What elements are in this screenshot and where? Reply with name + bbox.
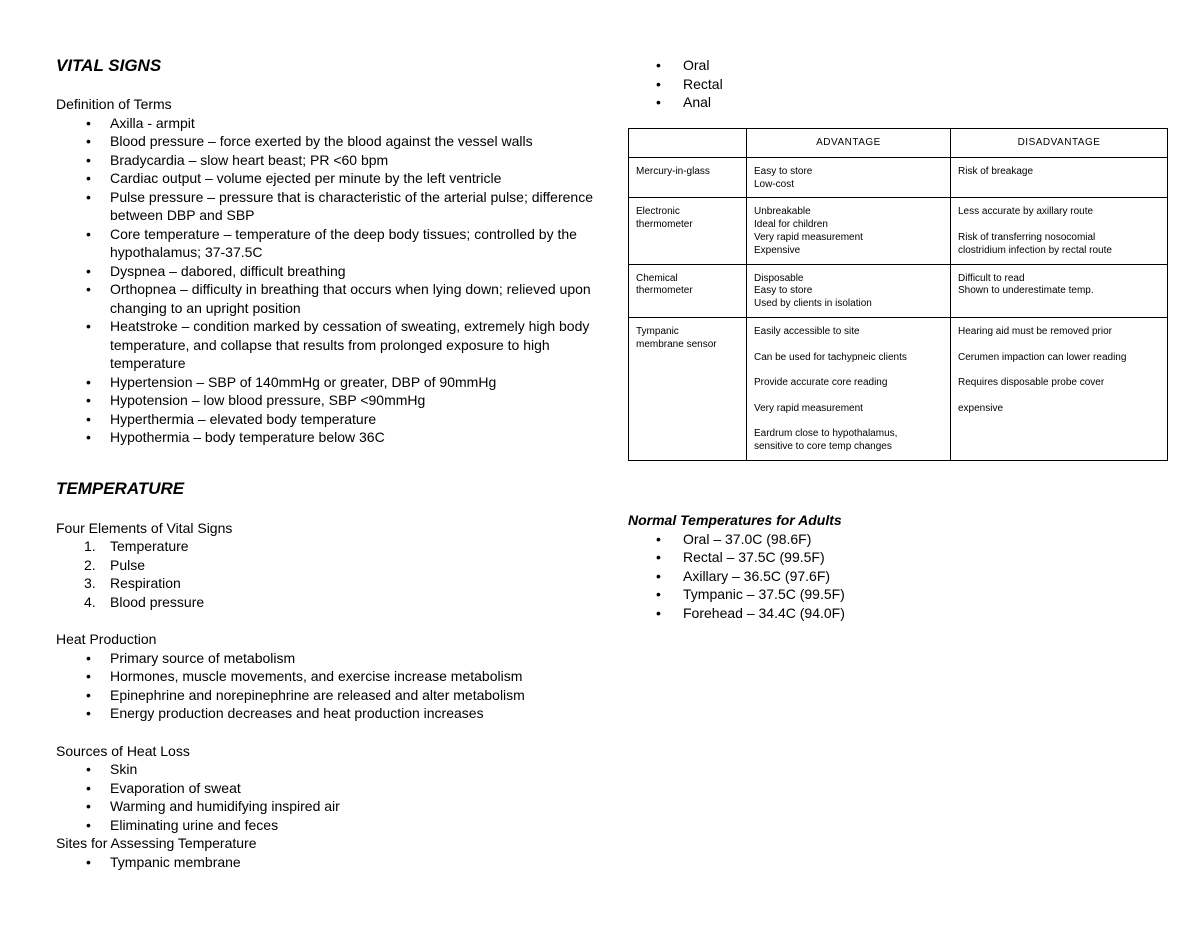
table-cell-type [629, 317, 747, 460]
cell-line: Provide accurate core reading [754, 377, 888, 389]
list-text: Pulse [110, 556, 146, 573]
normal-temperatures-title: Normal Temperatures for Adults [628, 512, 842, 528]
list-text: Blood pressure [110, 593, 205, 610]
cell-line: Easy to store [754, 285, 813, 297]
list-item: • Blood pressure – force exerted by the blood against the vessel walls [56, 132, 596, 151]
table-header-blank [629, 129, 747, 158]
cell-line: Risk of breakage [958, 165, 1034, 177]
thermometer-comparison-table [628, 128, 1168, 461]
cell-line: expensive [958, 402, 1004, 414]
sites-list-continued [628, 56, 1168, 112]
list-item: • Rectal – 37.5C (99.5F) [628, 548, 1168, 567]
cell-line: clostridium infection by rectal route [958, 244, 1112, 256]
cell-gap [754, 390, 944, 403]
table-header-disadvantage: DISADVANTAGE [951, 129, 1168, 158]
list-text: Respiration [110, 575, 181, 591]
cell-gap [754, 416, 944, 429]
list-item [56, 556, 596, 575]
list-item: • Hypothermia – body temperature below 36C [56, 428, 596, 447]
list-item: • Tympanic – 37.5C (99.5F) [628, 585, 1168, 604]
cell-gap [958, 219, 1161, 232]
cell-line: Tympanic [636, 325, 679, 337]
temperature-title: TEMPERATURE [56, 478, 185, 498]
cell-gap [958, 339, 1161, 352]
sites-label: Sites for Assessing Temperature [56, 835, 257, 851]
list-item: • Energy production decreases and heat production increases [56, 704, 596, 723]
cell-line: Less accurate by axillary route [958, 206, 1094, 218]
right-column [628, 56, 1168, 112]
list-item: • Axillary – 36.5C (97.6F) [628, 567, 1168, 586]
list-item: • Tympanic membrane [56, 853, 596, 872]
list-number: 3. [84, 575, 96, 591]
list-item: • Heatstroke – condition marked by cessation of sweating, extremely high body temperature, and collapse that results from prolonged exposure to high temperature [56, 317, 596, 373]
heat-loss-list [56, 760, 596, 834]
list-item: • Warming and humidifying inspired air [56, 797, 596, 816]
cell-line: Very rapid measurement [754, 402, 863, 414]
list-item: • Pulse pressure – pressure that is characteristic of the arterial pulse; difference between DBP and SBP [56, 188, 596, 225]
table-cell-advantage [747, 157, 951, 198]
list-item: • Epinephrine and norepinephrine are released and alter metabolism [56, 686, 596, 705]
table-cell-advantage [747, 317, 951, 460]
cell-line: Mercury-in-glass [636, 165, 710, 177]
four-elements-list [56, 537, 596, 611]
list-item: • Orthopnea – difficulty in breathing that occurs when lying down; relieved upon changing to an upright position [56, 280, 596, 317]
cell-line: Eardrum close to hypothalamus, [754, 428, 898, 440]
heat-production-label: Heat Production [56, 631, 157, 647]
list-item [56, 593, 596, 612]
list-item: • Oral [628, 56, 1168, 75]
cell-line: Cerumen impaction can lower reading [958, 351, 1127, 363]
list-item: • Cardiac output – volume ejected per minute by the left ventricle [56, 169, 596, 188]
cell-line: Unbreakable [754, 206, 811, 218]
vital-signs-title: VITAL SIGNS [56, 56, 162, 75]
cell-line: membrane sensor [636, 338, 717, 350]
list-item [56, 537, 596, 556]
cell-line: Can be used for tachypneic clients [754, 351, 907, 363]
list-text: Temperature [110, 538, 189, 554]
table-row [629, 198, 1168, 264]
cell-line: Chemical [636, 272, 678, 284]
four-elements-label: Four Elements of Vital Signs [56, 519, 233, 536]
sites-list [56, 853, 596, 872]
list-number: 4. [84, 593, 96, 610]
cell-line: Risk of transferring nosocomial [958, 231, 1096, 243]
list-item: • Hypertension – SBP of 140mmHg or greater, DBP of 90mmHg [56, 373, 596, 392]
cell-line: Difficult to read [958, 272, 1025, 284]
list-item: • Eliminating urine and feces [56, 816, 596, 835]
cell-line: Electronic [636, 206, 680, 218]
cell-line: thermometer [636, 219, 693, 231]
normal-temperatures-list [628, 530, 1168, 623]
heat-production-list [56, 649, 596, 723]
list-item: • Oral – 37.0C (98.6F) [628, 530, 1168, 549]
table-cell-disadvantage [951, 198, 1168, 264]
cell-gap [754, 339, 944, 352]
list-item: • Skin [56, 760, 596, 779]
list-item: • Axilla - armpit [56, 114, 596, 133]
cell-line: Low-cost [754, 178, 795, 190]
cell-gap [958, 390, 1161, 403]
table-row [629, 317, 1168, 460]
table-header-advantage: ADVANTAGE [747, 129, 951, 158]
cell-line: Used by clients in isolation [754, 298, 872, 310]
list-number: 2. [84, 556, 96, 573]
cell-gap [958, 364, 1161, 377]
cell-line: sensitive to core temp changes [754, 441, 892, 453]
list-item: • Primary source of metabolism [56, 649, 596, 668]
table-cell-type [629, 264, 747, 317]
list-number: 1. [84, 538, 96, 554]
table-cell-type [629, 157, 747, 198]
list-item: • Hyperthermia – elevated body temperature [56, 410, 596, 429]
list-item: • Hypotension – low blood pressure, SBP <90mmHg [56, 391, 596, 410]
cell-line: Easy to store [754, 165, 813, 177]
list-item: • Core temperature – temperature of the deep body tissues; controlled by the hypothalamus; 37-37.5C [56, 225, 596, 262]
cell-line: Disposable [754, 272, 804, 284]
table-cell-type [629, 198, 747, 264]
definitions-list [56, 114, 596, 447]
table-cell-advantage [747, 198, 951, 264]
list-item: • Evaporation of sweat [56, 779, 596, 798]
list-item: • Anal [628, 93, 1168, 112]
list-item: • Bradycardia – slow heart beast; PR <60 bpm [56, 151, 596, 170]
list-item: • Hormones, muscle movements, and exercise increase metabolism [56, 667, 596, 686]
table-cell-disadvantage [951, 264, 1168, 317]
cell-line: thermometer [636, 285, 693, 297]
table-cell-disadvantage [951, 157, 1168, 198]
cell-line: Requires disposable probe cover [958, 377, 1105, 389]
table-cell-disadvantage [951, 317, 1168, 460]
list-item: • Dyspnea – dabored, difficult breathing [56, 262, 596, 281]
cell-line: Hearing aid must be removed prior [958, 325, 1112, 337]
list-item: • Rectal [628, 75, 1168, 94]
cell-line: Expensive [754, 244, 801, 256]
cell-line: Easily accessible to site [754, 325, 860, 337]
heat-loss-label: Sources of Heat Loss [56, 742, 190, 759]
table-header-row [629, 129, 1168, 158]
table-cell-advantage [747, 264, 951, 317]
left-column [56, 56, 596, 871]
table-row [629, 157, 1168, 198]
list-item: • Forehead – 34.4C (94.0F) [628, 604, 1168, 623]
list-item [56, 574, 596, 593]
cell-line: Ideal for children [754, 219, 828, 231]
definitions-label: Definition of Terms [56, 96, 172, 112]
normal-temperatures-section [628, 511, 1168, 622]
cell-line: Very rapid measurement [754, 231, 863, 243]
table-row [629, 264, 1168, 317]
cell-line: Shown to underestimate temp. [958, 285, 1094, 297]
cell-gap [754, 364, 944, 377]
